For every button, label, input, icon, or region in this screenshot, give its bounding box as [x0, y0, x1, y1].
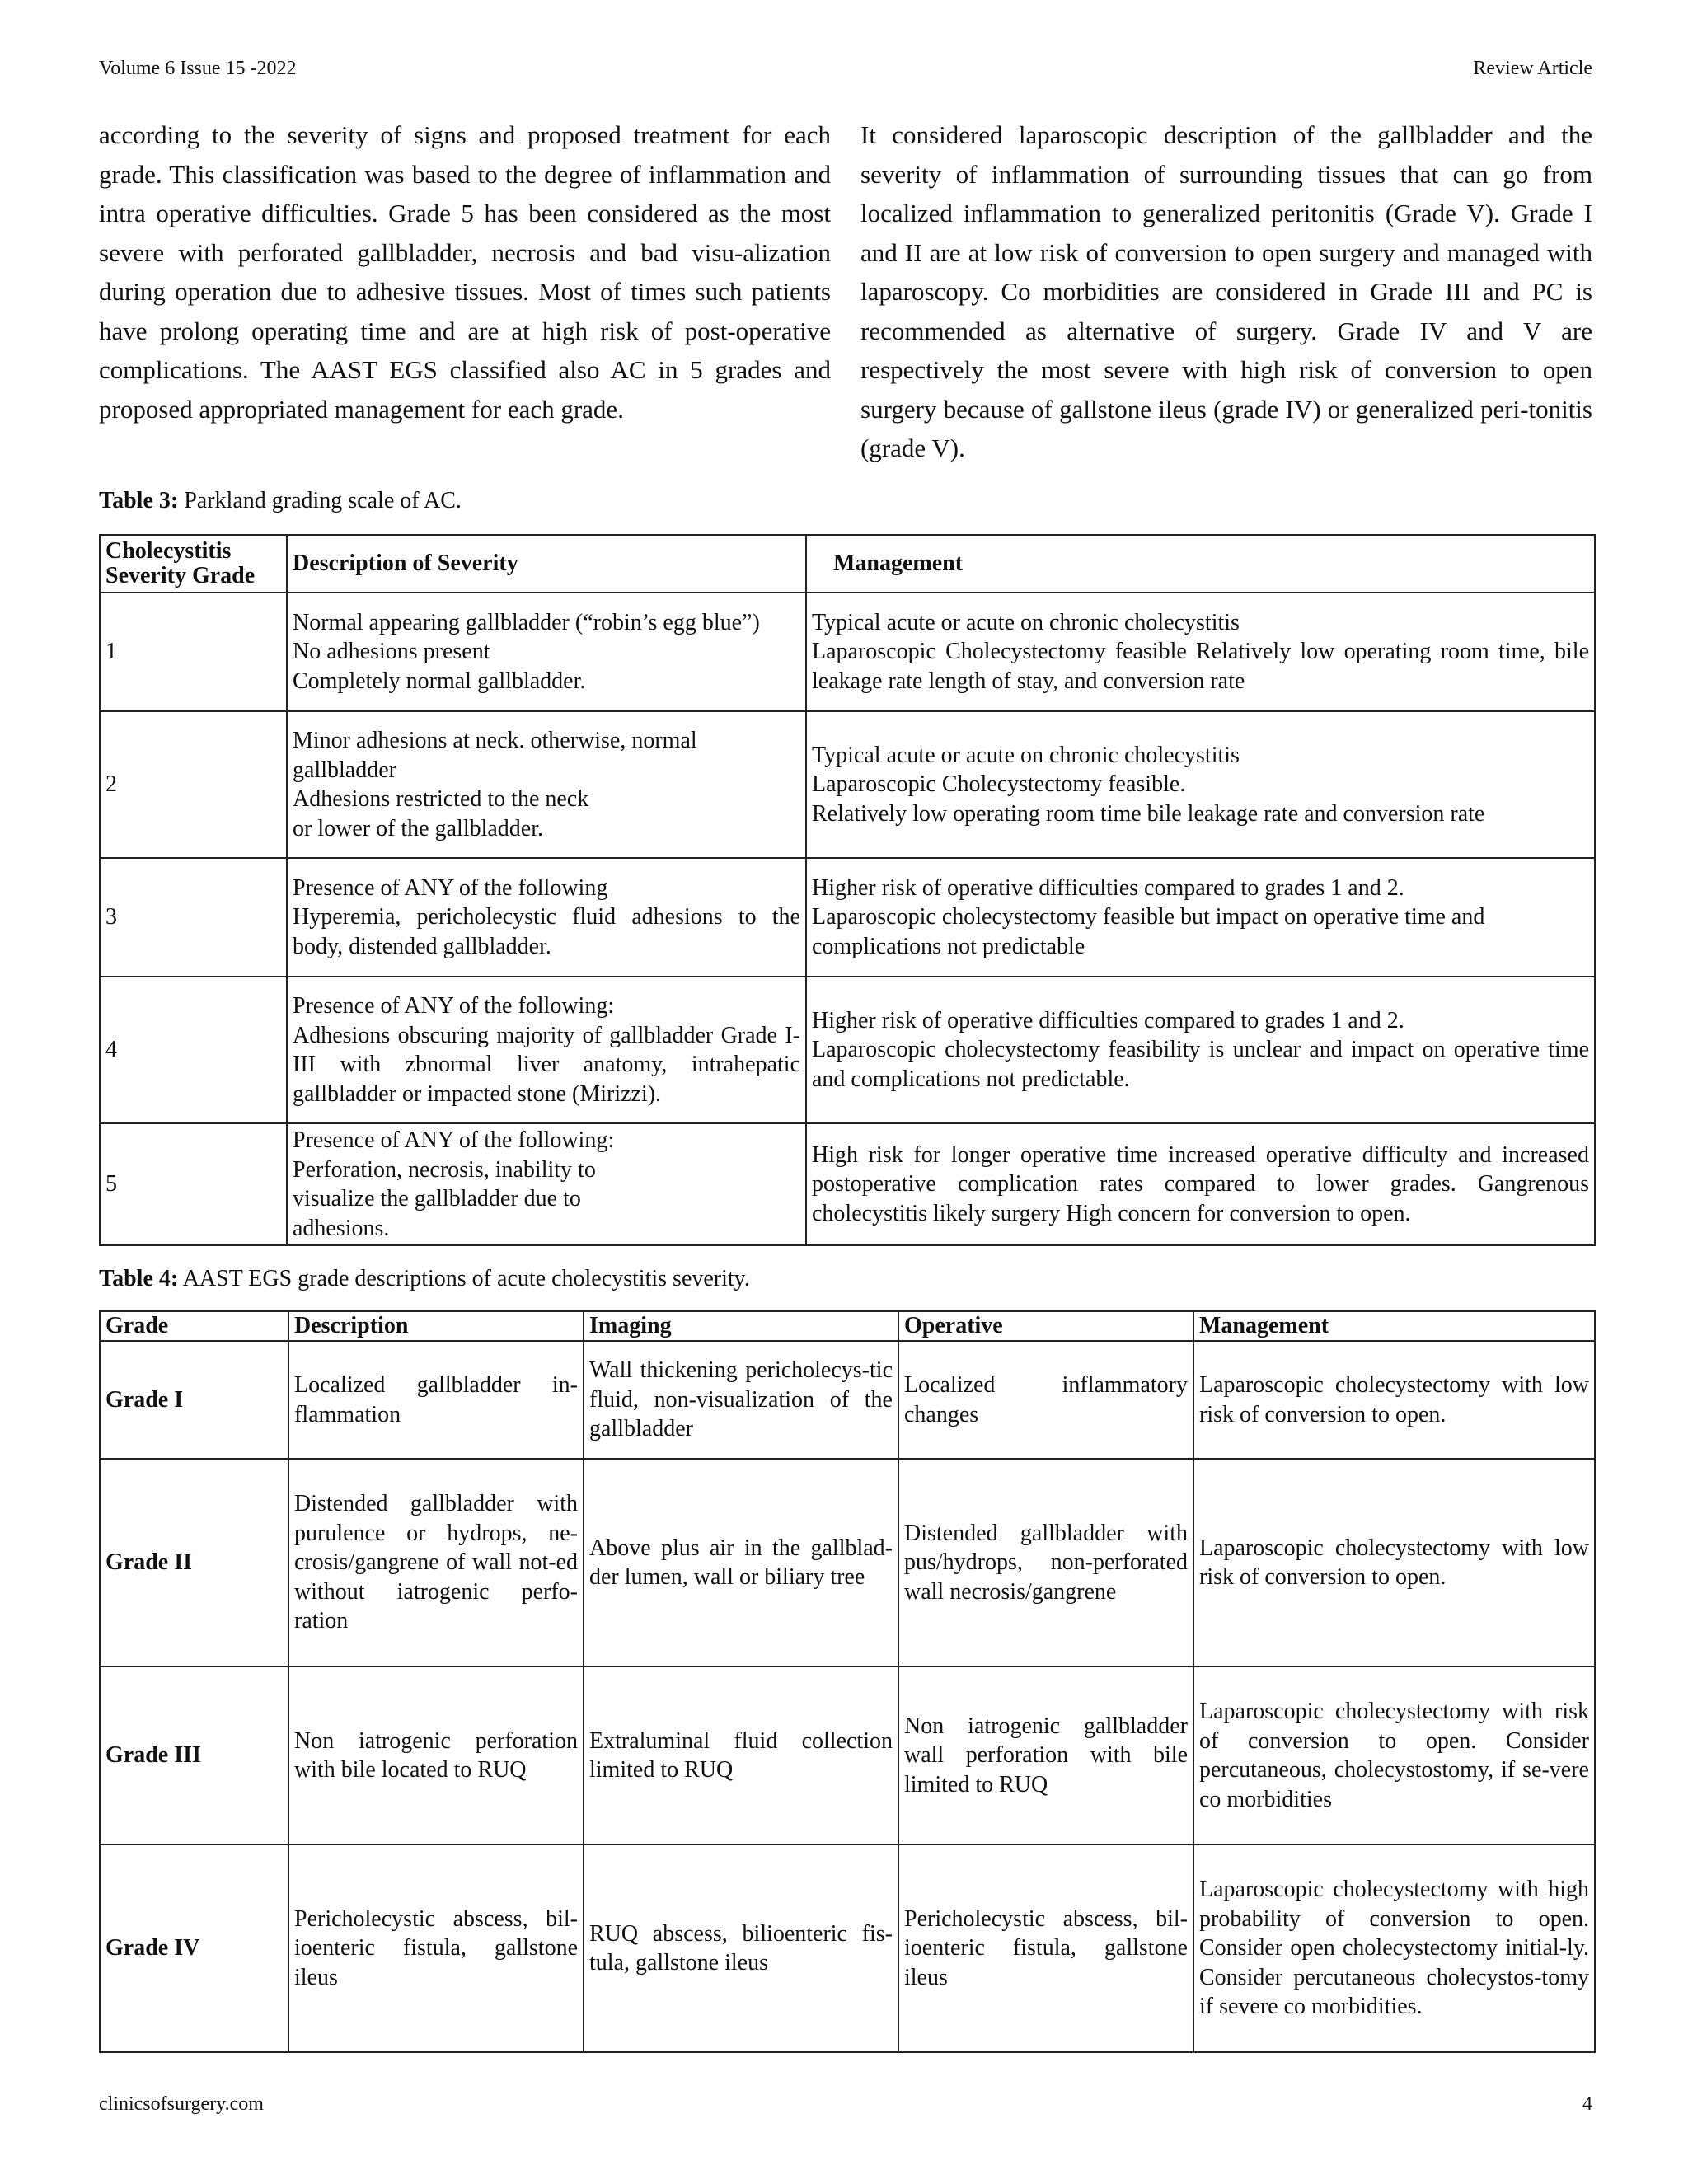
table3-grade-cell: 5 [100, 1123, 287, 1245]
table3-management-line: Higher risk of operative difficulties compared to grades 1 and 2. [812, 874, 1404, 901]
table4-operative-cell: Distended gallbladder with pus/hydrops, non-perforated wall necrosis/gangrene [898, 1459, 1193, 1666]
table3-description-line: Presence of ANY of the following: [293, 993, 615, 1019]
table3-management-cell [806, 711, 1595, 858]
table4-operative-cell: Pericholecystic abscess, bil-ioenteric fistula, gallstone ileus [898, 1844, 1193, 2052]
table3-management-cell [806, 858, 1595, 977]
table4-imaging-cell: RUQ abscess, bilioenteric fis-tula, gallstone ileus [584, 1844, 898, 2052]
left-column-paragraph: according to the severity of signs and proposed treatment for each grade. This classification was based to the degree of inflammation and intra operative difficulties. Grade 5 has been considered as the most severe with perforated gallbladder, necrosis and bad visu-alization during operation due to adhesive tissues. Most of times such patients have prolong operating time and are at high risk of post-operative complications. The AAST EGS classified also AC in 5 grades and proposed appropriated management for each grade. [99, 120, 831, 424]
table4-imaging-cell: Above plus air in the gallblad-der lumen, wall or biliary tree [584, 1459, 898, 1666]
table3-description-line: Normal appearing gallbladder (“robin’s egg blue”) [293, 609, 760, 635]
table3-grade-cell: 4 [100, 977, 287, 1123]
table3-description-cell [287, 711, 806, 858]
table3-management-line: High risk for longer operative time increased operative difficulty and increased postoperative complication rates compared to lower grades. Gangrenous cholecystitis likely surgery High concern for conversion to open. [812, 1141, 1589, 1226]
table4-imaging-cell: Wall thickening pericholecys-tic fluid, non-visualization of the gallbladder [584, 1341, 898, 1459]
table4-grade-cell: Grade I [100, 1341, 288, 1459]
table4-description-cell: Non iatrogenic perforation with bile located to RUQ [288, 1666, 584, 1844]
table3-management-cell [806, 593, 1595, 711]
table3-management-line: Higher risk of operative difficulties compared to grades 1 and 2. [812, 1007, 1404, 1033]
table3-caption [99, 488, 462, 514]
table4-caption-label: Table 4: [99, 1266, 179, 1291]
journal-website: clinicsofsurgery.com [99, 2093, 264, 2115]
journal-volume: Volume 6 Issue 15 -2022 [99, 58, 297, 79]
table4-management-cell: Laparoscopic cholecystectomy with high probability of conversion to open. Consider open cholecystectomy initial-ly. Consider percutaneous cholecystos-tomy if severe co morbidities. [1193, 1844, 1595, 2052]
table3-management-line: Typical acute or acute on chronic cholecystitis [812, 609, 1240, 635]
table4-grade-cell: Grade II [100, 1459, 288, 1666]
table3-description-line: Presence of ANY of the following [293, 874, 608, 901]
table-row [100, 1123, 1595, 1245]
table-row [100, 1459, 1595, 1666]
table3-header-row [100, 535, 1595, 593]
body-text-columns [99, 115, 1592, 468]
table4-caption [99, 1266, 750, 1292]
table4-management-cell: Laparoscopic cholecystectomy with risk of conversion to open. Consider percutaneous, cholecystostomy, if se-vere co morbidities [1193, 1666, 1595, 1844]
table3-description-line: Presence of ANY of the following: [293, 1127, 615, 1153]
table4-management-cell: Laparoscopic cholecystectomy with low risk of conversion to open. [1193, 1341, 1595, 1459]
table3-caption-label: Table 3: [99, 488, 179, 513]
table3-description-line: Adhesions restricted to the neck [293, 786, 589, 812]
table3-caption-text: Parkland grading scale of AC. [184, 488, 462, 513]
table4-imaging-cell: Extraluminal fluid collection limited to RUQ [584, 1666, 898, 1844]
table4-aast-egs-grades [99, 1310, 1596, 2053]
table3-description-line: adhesions. [293, 1215, 390, 1241]
table4-caption-text: AAST EGS grade descriptions of acute cholecystitis severity. [182, 1266, 750, 1291]
table3-management-line: Laparoscopic cholecystectomy feasibility is unclear and impact on operative time and complications not predictable. [812, 1037, 1589, 1092]
table-row [100, 858, 1595, 977]
table3-description-line: Minor adhesions at neck. otherwise, normal gallbladder [293, 728, 697, 783]
table3-description-line: Adhesions obscuring majority of gallbladder Grade I-III with zbnormal liver anatomy, intrahepatic gallbladder or impacted stone (Mirizzi). [293, 1022, 800, 1107]
table3-management-line: Relatively low operating room time bile leakage rate and conversion rate [812, 800, 1485, 827]
table4-header-management: Management [1193, 1311, 1595, 1341]
table-row [100, 1666, 1595, 1844]
table3-description-line: No adhesions present [293, 639, 490, 665]
table3-description-cell [287, 1123, 806, 1245]
table4-header-row [100, 1311, 1595, 1341]
table-row [100, 1844, 1595, 2052]
table4-grade-cell: Grade IV [100, 1844, 288, 2052]
table4-operative-cell: Non iatrogenic gallbladder wall perforation with bile limited to RUQ [898, 1666, 1193, 1844]
table3-description-line: Perforation, necrosis, inability to [293, 1156, 596, 1183]
table3-description-line: Hyperemia, pericholecystic fluid adhesions to the body, distended gallbladder. [293, 904, 800, 959]
table3-grade-cell: 2 [100, 711, 287, 858]
table4-description-cell: Distended gallbladder with purulence or hydrops, ne-crosis/gangrene of wall not-ed without iatrogenic perfo-ration [288, 1459, 584, 1666]
table3-grade-cell: 3 [100, 858, 287, 977]
table4-header-grade: Grade [100, 1311, 288, 1341]
table3-description-line: Completely normal gallbladder. [293, 668, 586, 694]
article-type: Review Article [1473, 58, 1592, 79]
table4-grade-cell: Grade III [100, 1666, 288, 1844]
table4-description-cell: Pericholecystic abscess, bil-ioenteric fistula, gallstone ileus [288, 1844, 584, 2052]
table3-management-line: Laparoscopic Cholecystectomy feasible Relatively low operating room time, bile leakage rate length of stay, and conversion rate [812, 639, 1589, 694]
right-column-paragraph: It considered laparoscopic description of the gallbladder and the severity of inflammation of surrounding tissues that can go from localized inflammation to generalized peritonitis (Grade V). Grade I and II are at low risk of conversion to open surgery and managed with laparoscopy. Co morbidities are considered in Grade III and PC is recommended as alternative of surgery. Grade IV and V are respectively the most severe with high risk of conversion to open surgery because of gallstone ileus (grade IV) or generalized peri-tonitis (grade V). [860, 120, 1592, 462]
table3-header-description: Description of Severity [287, 535, 806, 593]
table3-grade-cell: 1 [100, 593, 287, 711]
table3-header-grade: Cholecystitis Severity Grade [100, 535, 287, 593]
table3-management-cell [806, 1123, 1595, 1245]
table-row [100, 977, 1595, 1123]
table3-description-cell [287, 858, 806, 977]
table4-management-cell: Laparoscopic cholecystectomy with low risk of conversion to open. [1193, 1459, 1595, 1666]
table3-description-cell [287, 977, 806, 1123]
table3-description-cell [287, 593, 806, 711]
table3-management-cell [806, 977, 1595, 1123]
table3-header-management: Management [806, 535, 1595, 593]
table3-management-line: Typical acute or acute on chronic cholecystitis [812, 742, 1240, 768]
table4-header-description: Description [288, 1311, 584, 1341]
page-number: 4 [1582, 2093, 1592, 2115]
table3-description-line: or lower of the gallbladder. [293, 815, 544, 841]
table4-operative-cell: Localized inflammatory changes [898, 1341, 1193, 1459]
table3-management-line: Laparoscopic Cholecystectomy feasible. [812, 771, 1186, 798]
table3-description-line: visualize the gallbladder due to [293, 1186, 581, 1212]
table4-header-operative: Operative [898, 1311, 1193, 1341]
table4-description-cell: Localized gallbladder in-flammation [288, 1341, 584, 1459]
table-row [100, 593, 1595, 711]
table-row [100, 1341, 1595, 1459]
table-row [100, 711, 1595, 858]
table3-parkland-grading [99, 534, 1596, 1246]
table3-management-line: Laparoscopic cholecystectomy feasible but impact on operative time and complications not predictable [812, 904, 1485, 959]
table4-header-imaging: Imaging [584, 1311, 898, 1341]
